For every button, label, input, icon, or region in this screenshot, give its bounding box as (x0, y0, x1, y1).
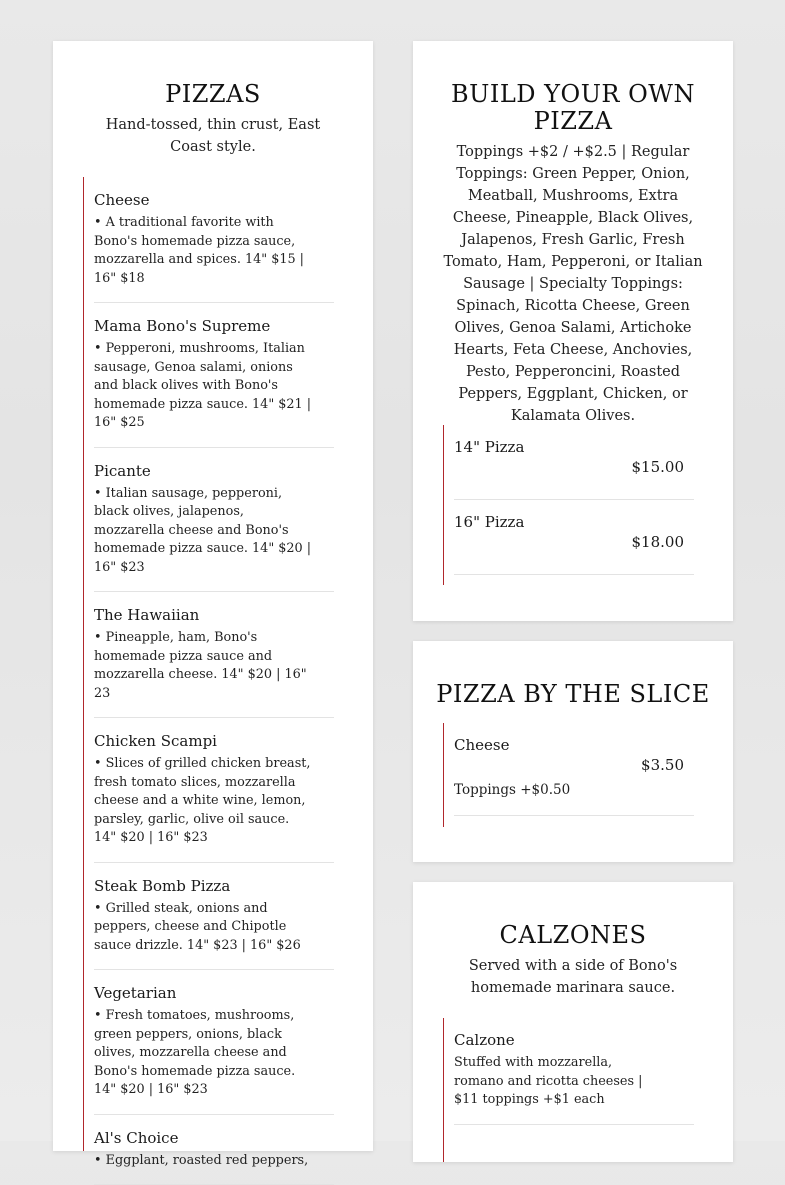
build-your-own-card (413, 41, 733, 621)
menu-item-description: • A traditional favorite with Bono's homemade pizza sauce, mozzarella and spices. 14" $15 | 16" $18 (94, 214, 334, 288)
menu-item (94, 592, 334, 718)
menu-item-name: Cheese (94, 190, 334, 210)
menu-item-description: • Fresh tomatoes, mushrooms, green peppers, onions, black olives, mozzarella cheese and Bono's homemade pizza sauce. 14" $20 | 16" $23 (94, 1007, 334, 1100)
menu-item-name: 16" Pizza (454, 512, 694, 532)
menu-item-description: • Italian sausage, pepperoni, black olives, jalapenos, mozzarella cheese and Bono's homemade pizza sauce. 14" $20 | 16" $23 (94, 485, 334, 578)
menu-item-price: $18.00 (454, 533, 694, 551)
menu-item-note: Toppings +$0.50 (454, 782, 694, 798)
build-your-own-list (443, 425, 694, 585)
menu-item-name: Cheese (454, 735, 694, 755)
menu-item-description: • Grilled steak, onions and peppers, cheese and Chipotle sauce drizzle. 14" $23 | 16" $26 (94, 900, 334, 956)
menu-item (454, 1018, 694, 1125)
calzones-title: CALZONES (413, 882, 733, 949)
calzones-list (443, 1018, 694, 1162)
menu-item (94, 177, 334, 303)
slice-title: PIZZA BY THE SLICE (413, 641, 733, 708)
menu-item-price: $3.50 (454, 756, 694, 774)
menu-item-description: • Pepperoni, mushrooms, Italian sausage, Genoa salami, onions and black olives with Bono's homemade pizza sauce. 14" $21 | 16" $25 (94, 340, 334, 433)
menu-item (94, 863, 334, 971)
menu-item-name: Chicken Scampi (94, 731, 334, 751)
calzones-subtitle: Served with a side of Bono's homemade marinara sauce. (453, 955, 693, 999)
pizzas-list (83, 177, 334, 1151)
slice-list (443, 723, 694, 827)
menu-item (94, 1115, 334, 1185)
build-your-own-description: Toppings +$2 / +$2.5 | Regular Toppings: Green Pepper, Onion, Meatball, Mushrooms, Extra Cheese, Pineapple, Black Olives, Jalapenos, Fresh Garlic, Fresh Tomato, Ham, Pepperoni, or Italian Sausage | Specialty Toppings: Spinach, Ricotta Cheese, Green Olives, Genoa Salami, Artichoke Hearts, Feta Cheese, Anchovies, Pesto, Pepperoncini, Roasted Peppers, Eggplant, Chicken, or Kalamata Olives. (443, 141, 703, 427)
menu-item (94, 718, 334, 863)
menu-item (454, 500, 694, 575)
menu-item-name: Al's Choice (94, 1128, 334, 1148)
menu-item-description: Stuffed with mozzarella, romano and ricotta cheeses | $11 toppings +$1 each (454, 1054, 664, 1110)
menu-item-name: Picante (94, 461, 334, 481)
menu-item-name: Calzone (454, 1030, 664, 1050)
menu-item (94, 448, 334, 593)
menu-item-description: • Eggplant, roasted red peppers, (94, 1152, 334, 1171)
menu-item-description: • Slices of grilled chicken breast, fresh tomato slices, mozzarella cheese and a white wine, lemon, parsley, garlic, olive oil sauce. 14" $20 | 16" $23 (94, 755, 334, 848)
menu-item-price: $15.00 (454, 458, 694, 476)
menu-item (454, 425, 694, 500)
menu-item-description: • Pineapple, ham, Bono's homemade pizza sauce and mozzarella cheese. 14" $20 | 16" 23 (94, 629, 334, 703)
menu-item-name: The Hawaiian (94, 605, 334, 625)
pizzas-card (53, 41, 373, 1151)
build-your-own-title: BUILD YOUR OWN PIZZA (443, 41, 703, 135)
menu-item-name: 14" Pizza (454, 437, 694, 457)
menu-item (94, 303, 334, 448)
menu-item (94, 970, 334, 1115)
menu-item-name: Mama Bono's Supreme (94, 316, 334, 336)
menu-item-name: Vegetarian (94, 983, 334, 1003)
calzones-card (413, 882, 733, 1162)
pizzas-title: PIZZAS (53, 41, 373, 108)
pizza-by-the-slice-card (413, 641, 733, 862)
menu-item-name: Steak Bomb Pizza (94, 876, 334, 896)
menu-item (454, 723, 694, 816)
pizzas-subtitle: Hand-tossed, thin crust, East Coast style. (93, 114, 333, 158)
